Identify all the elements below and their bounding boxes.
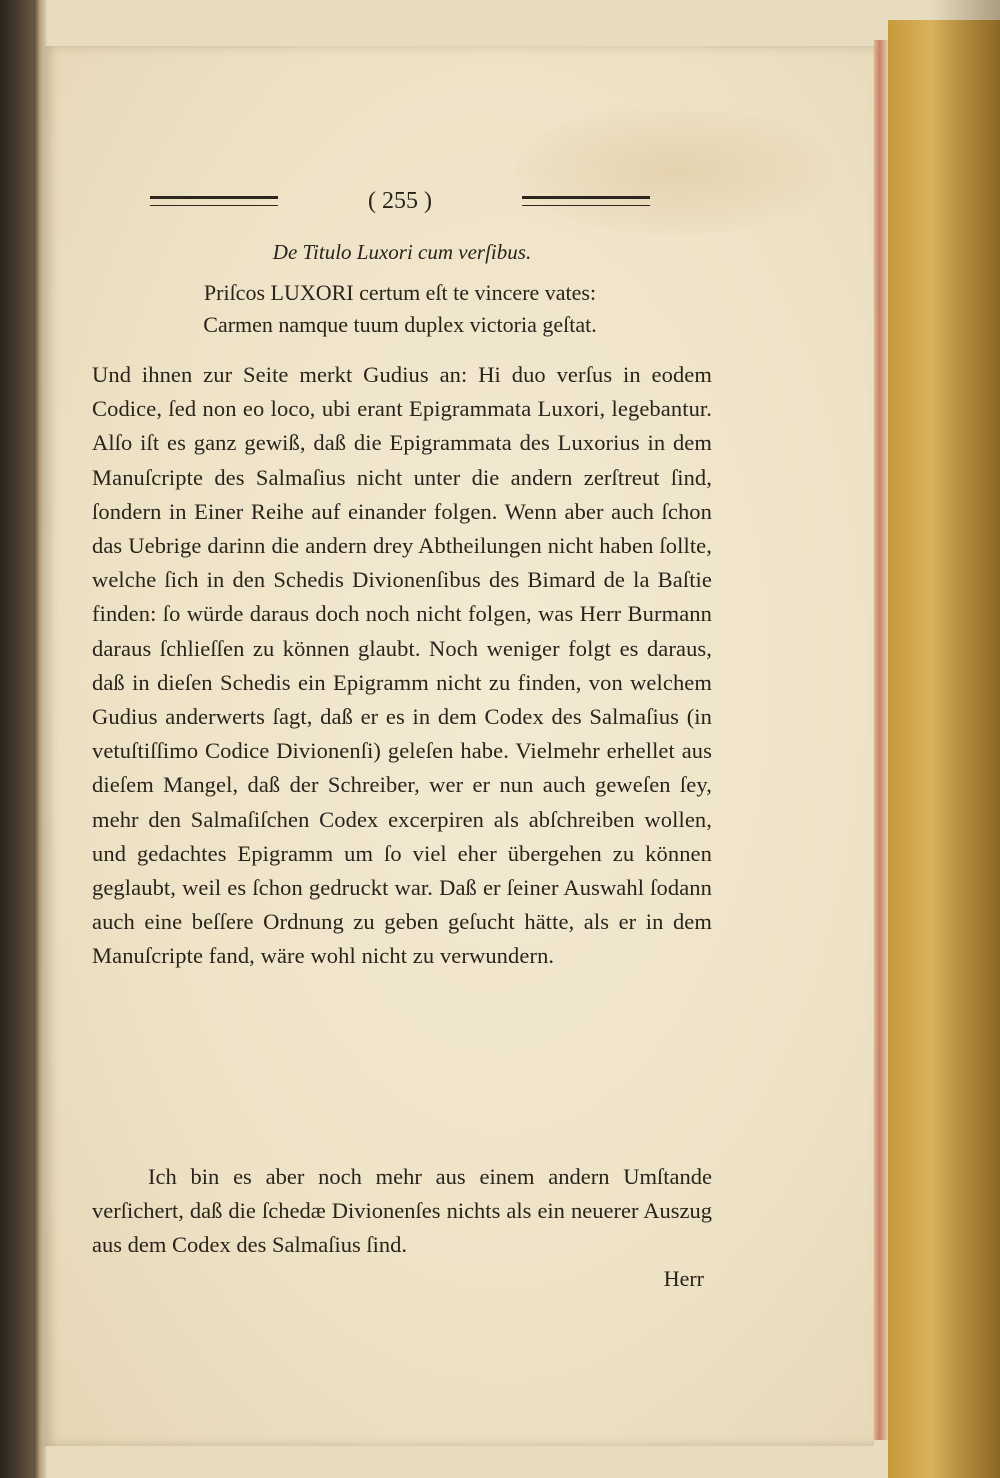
left-rule [150,196,278,206]
verse-line-1: Priſcos LUXORI certum eſt te vincere vates: [203,280,597,305]
book-cover-shadow [930,0,1000,1478]
catchword: Herr [663,1266,704,1291]
verse-line-2: Carmen namque tuum duplex victoria geſtat. [203,312,597,337]
page-number: ( 255 ) [368,187,432,214]
paragraph-1: Und ihnen zur Seite merkt Gudius an: Hi duo verſus in eodem Codice, ſed non eo loco, ubi erant Epigrammata Luxori, legebantur. Alſo iſt es ganz gewiß, daß die Epigrammata des Luxorius in dem Manuſcripte des Salmaſius nicht unter die andern zerſtreut ſind, ſondern in Einer Reihe auf einander folgen. Wenn aber auch ſchon das Uebrige darinn die andern drey Abtheilungen nicht haben ſollte, welche ſich in den Schedis Divionenſibus des Bimard de la Baſtie finden: ſo würde daraus doch noch nicht folgen, was Herr Burmann daraus ſchlieſſen zu können glaubt. Noch weniger folgt es daraus, daß in dieſen Schedis ein Epigramm nicht zu finden, von welchem Gudius anderwerts ſagt, daß er es in dem Codex des Salmaſius (in vetuſtiſſimo Codice Divionenſi) geleſen habe. Vielmehr erhellet aus dieſem Mangel, daß der Schreiber, wer er nun auch geweſen ſey, mehr den Salmaſiſchen Codex excerpiren als abſchreiben wollen, und gedachtes Epigramm um ſo viel eher übergehen zu können geglaubt, weil es ſchon gedruckt war. Daß er ſeiner Auswahl ſodann auch eine beſſere Ordnung zu geben geſucht hätte, als er in dem Manuſcripte fand, wäre wohl nicht zu verwundern. [92,362,712,969]
section-heading: De Titulo Luxori cum verſibus. [272,240,532,264]
water-stain [514,106,834,236]
page-edge [874,40,888,1440]
paragraph-2: Ich bin es aber noch mehr aus einem andern Umſtande verſichert, daß die ſchedæ Divionenſes nichts als ein neuerer Auszug aus dem Codex des Salmaſius ſind. [92,1164,712,1258]
running-head [150,186,650,216]
right-rule [522,196,650,206]
